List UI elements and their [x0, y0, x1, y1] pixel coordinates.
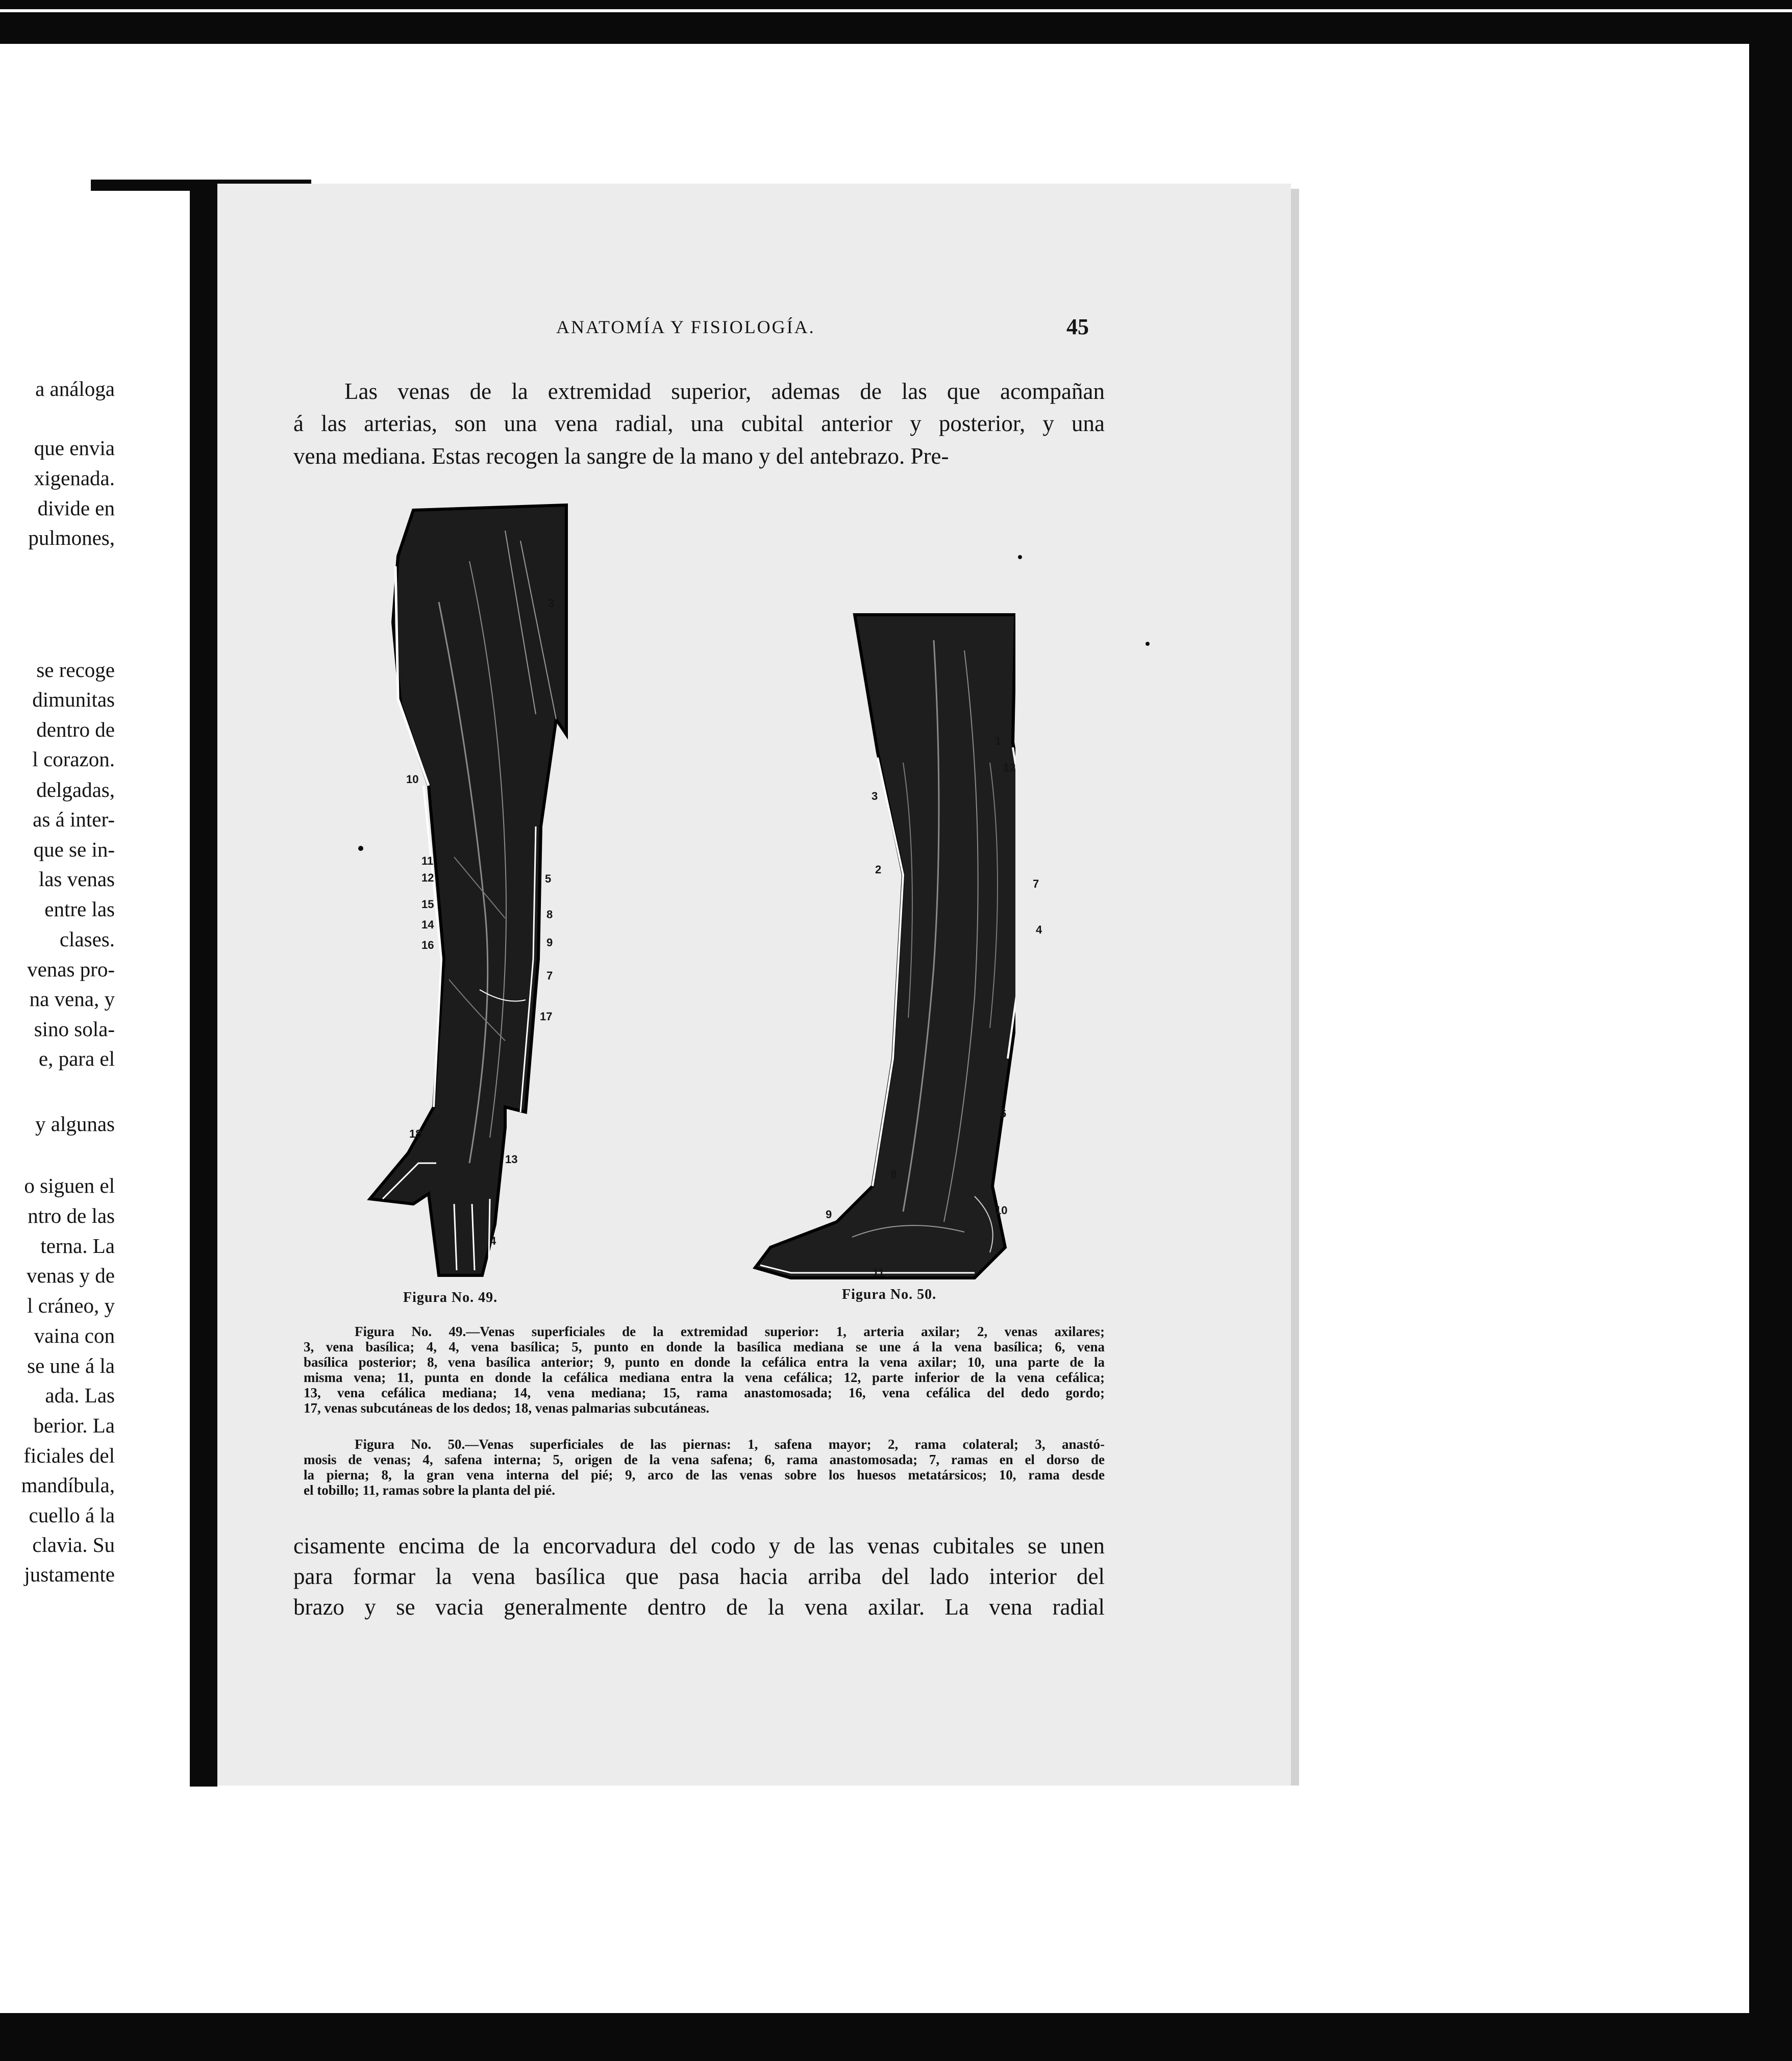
figure-49-reference-number: 13	[505, 1153, 518, 1166]
figure-49-reference-number: 14	[421, 918, 434, 931]
left-page-line: l corazon.	[32, 747, 115, 771]
left-page-line: dimunitas	[32, 688, 115, 711]
body-line: á las arterias, son una vena radial, una cubital anterior y posterior, y una	[293, 411, 1105, 436]
figure-50-leg-illustration	[750, 610, 1015, 1283]
left-page-line: dentro de	[36, 718, 115, 741]
figure-50-reference-number: 6	[1000, 1107, 1007, 1120]
left-page-line: ada. Las	[45, 1384, 115, 1407]
left-page-line: justamente	[24, 1563, 115, 1586]
left-page-line: venas y de	[26, 1264, 115, 1287]
figure-49-arm-illustration	[352, 500, 592, 1286]
left-page-line: l cráneo, y	[27, 1294, 115, 1317]
figure-50-reference-number: 11	[873, 1266, 885, 1279]
body-line: brazo y se vacia generalmente dentro de la vena axilar. La vena radial	[293, 1594, 1105, 1620]
body-line: cisamente encima de la encorvadura del codo y de las venas cubitales se unen	[293, 1533, 1105, 1559]
figure-49-label: Figura No. 49.	[403, 1290, 498, 1305]
figure-49-reference-number: 17	[540, 1010, 553, 1023]
left-page-line: divide en	[37, 496, 115, 520]
figure-50-reference-number: 3	[872, 790, 878, 802]
caption-line: la pierna; 8, la gran vena interna del pié; 9, arco de las venas sobre los huesos metatársicos; 10, rama desde	[304, 1467, 1105, 1482]
left-page-line: as á inter-	[33, 808, 115, 831]
speck	[358, 846, 363, 851]
left-page-line: pulmones,	[28, 526, 115, 549]
left-page-line: las venas	[38, 867, 115, 891]
left-page-line: xigenada.	[34, 466, 115, 490]
left-page-line: na vena, y	[29, 987, 115, 1011]
running-head: ANATOMÍA Y FISIOLOGÍA.	[556, 317, 815, 337]
left-page-line: clavia. Su	[32, 1533, 115, 1556]
right-page-shadow	[1291, 189, 1299, 1786]
caption-line: mosis de venas; 4, safena interna; 5, origen de la vena safena; 6, rama anastomosada; 7, ramas en el dorso de	[304, 1452, 1105, 1467]
scan-top-border	[0, 0, 1792, 9]
figure-49-reference-number: 15	[421, 898, 434, 911]
figure-50-reference-number: 2	[875, 863, 882, 876]
left-page-line: se une á la	[27, 1354, 115, 1377]
caption-line: Figura No. 50.—Venas superficiales de las piernas: 1, safena mayor; 2, rama colateral; 3, anastó-	[355, 1437, 1105, 1452]
caption-line: misma vena; 11, punta en donde la cefálica mediana entra la vena cefálica; 12, parte inferior de la vena cefálica;	[304, 1370, 1105, 1385]
gutter-bar	[190, 180, 217, 1787]
body-line: para formar la vena basílica que pasa hacia arriba del lado interior del	[293, 1564, 1105, 1589]
left-page-line: y algunas	[35, 1112, 115, 1136]
left-page-line: clases.	[59, 927, 115, 951]
scan-bottom-border	[0, 2013, 1792, 2061]
figure-49-reference-number: 3	[548, 597, 555, 610]
left-page-line: berior. La	[33, 1414, 115, 1437]
left-page-line: entre las	[44, 897, 115, 921]
left-page-line: venas pro-	[27, 958, 115, 981]
left-page-line: ficiales del	[23, 1444, 115, 1467]
caption-line: 3, vena basílica; 4, 4, vena basílica; 5, punto en donde la basílica mediana se une á la vena basílica; 6, vena	[304, 1339, 1105, 1354]
figure-49-reference-number: 7	[546, 969, 553, 982]
left-page-line: terna. La	[40, 1234, 115, 1258]
speck	[1146, 642, 1150, 646]
figure-49-reference-number: 11	[421, 854, 434, 867]
left-page-line: o siguen el	[24, 1174, 115, 1197]
left-page-line: ntro de las	[28, 1204, 115, 1227]
figure-50-reference-number: 8	[890, 1168, 897, 1181]
figure-50-reference-number: 9	[826, 1208, 832, 1221]
left-page-line: mandíbula,	[21, 1473, 115, 1497]
figure-49-reference-number: 18	[409, 1127, 422, 1140]
scan-top-band	[0, 12, 1755, 44]
left-page-line: sino sola-	[34, 1017, 115, 1041]
left-page-line: cuello á la	[29, 1503, 115, 1527]
figure-50-reference-number: 4	[1036, 923, 1042, 936]
caption-line: Figura No. 49.—Venas superficiales de la extremidad superior: 1, arteria axilar; 2, venas axilares;	[355, 1324, 1105, 1339]
scan-right-border	[1749, 12, 1792, 2048]
figure-49-reference-number: 10	[406, 773, 419, 786]
figure-49-reference-number: 16	[421, 939, 434, 951]
left-page-line: a análoga	[35, 377, 115, 400]
caption-line: el tobillo; 11, ramas sobre la planta del pié.	[304, 1482, 556, 1498]
figure-50-reference-number: 7	[1033, 877, 1039, 890]
figure-50-label: Figura No. 50.	[842, 1287, 937, 1302]
left-page-line: e, para el	[38, 1047, 115, 1070]
left-page-line: se recoge	[36, 658, 115, 682]
figure-49-reference-number: 4	[490, 1235, 496, 1247]
speck	[1018, 555, 1022, 559]
figure-49-reference-number: 8	[546, 908, 553, 921]
left-page-line: que envia	[34, 436, 115, 460]
figure-49-reference-number: 9	[546, 936, 553, 949]
caption-line: basílica posterior; 8, vena basílica anterior; 9, punto en donde la cefálica entra la vena axilar; 10, una parte de la	[304, 1354, 1105, 1370]
left-page-line: delgadas,	[36, 778, 115, 801]
body-line: Las venas de la extremidad superior, ademas de las que acompañan	[344, 379, 1105, 404]
caption-line: 13, vena cefálica mediana; 14, vena mediana; 15, rama anastomosada; 16, vena cefálica del dedo gordo;	[304, 1385, 1105, 1400]
figure-49-reference-number: 12	[421, 871, 434, 884]
figure-50-reference-number: 1	[995, 735, 1002, 747]
page-number: 45	[1066, 314, 1089, 339]
figure-49-reference-number: 5	[545, 872, 552, 885]
left-page-line: vaina con	[34, 1324, 115, 1347]
body-line: vena mediana. Estas recogen la sangre de la mano y del antebrazo. Pre-	[293, 443, 949, 469]
caption-line: 17, venas subcutáneas de los dedos; 18, venas palmarias subcutáneas.	[304, 1400, 710, 1416]
figure-50-reference-number: 10	[995, 1204, 1008, 1217]
figure-50-reference-number: 12	[1003, 761, 1016, 774]
left-page-line: que se in-	[33, 838, 115, 861]
